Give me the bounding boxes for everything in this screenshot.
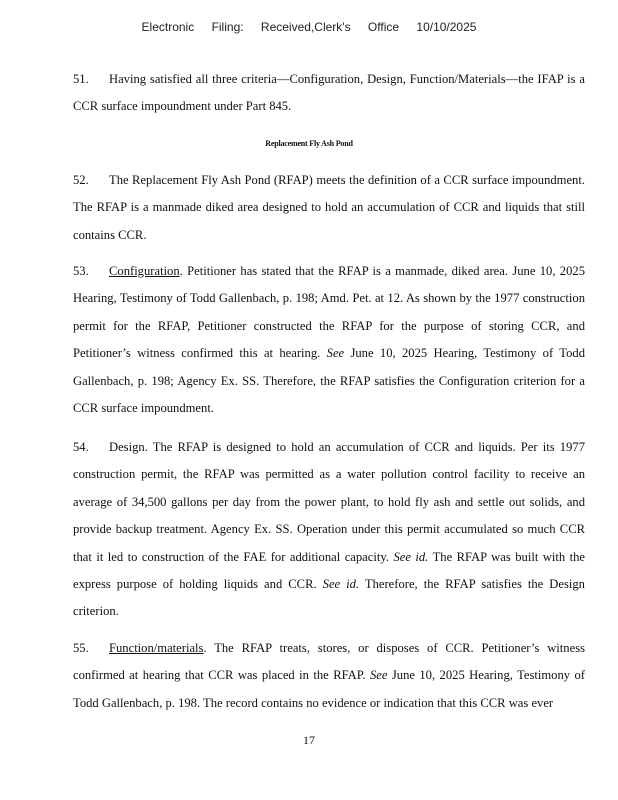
header-electronic: Electronic xyxy=(141,20,195,34)
paragraph-text: . The RFAP is designed to hold an accumulation of CCR and liquids. Per its 1977 construction permit, the RFAP was permitted as a water pollution control facility to receive an average of 34,500 gallons per day from the power plant, to hold fly ash and settle out solids, and provide backup treatment. Agency Ex. SS. Operation under this permit accumulated so much CCR that it led to construction of the FAE for additional capacity. xyxy=(73,440,585,564)
paragraph-54 xyxy=(73,434,585,626)
criteria-list: Configuration, Design, Function/Materials— xyxy=(289,72,519,86)
page-number: 17 xyxy=(303,733,315,747)
paragraph-number: 52. xyxy=(73,173,89,187)
paragraph-number: 53. xyxy=(73,264,89,278)
header-office: Office xyxy=(367,20,400,34)
paragraph-55 xyxy=(73,635,585,717)
paragraph-text: The RFAP was built with the express purpose of holding liquids and CCR. xyxy=(73,549,586,592)
header-date: 10/10/2025 xyxy=(416,20,477,34)
paragraph-heading: Function/materials xyxy=(109,641,204,655)
paragraph-text: Therefore, the RFAP satisfies the Design criterion. xyxy=(73,577,585,619)
paragraph-text: Having satisfied all three criteria— xyxy=(109,72,290,86)
paragraph-text: June 10, 2025 Hearing, Testimony of Todd Gallenbach, p. 198. The record contains no evidence or indication that this CCR was ever xyxy=(73,668,585,710)
paragraph-number: 55. xyxy=(73,641,89,655)
paragraph-text: . Petitioner has stated that the RFAP is a manmade, diked area. June 10, 2025 Hearing, Testimony of Todd Gallenbach, p. 198; Amd. Pet. at 12. As shown by the 1977 construction permit for the RFAP, Petitioner constructed the RFAP for the purpose of storing CCR, and Petitioner’s witness confirmed this at hearing. xyxy=(73,264,585,361)
citation-signal: See xyxy=(326,346,345,361)
citation-signal: See id. xyxy=(393,549,429,564)
paragraph-heading: Configuration xyxy=(109,264,180,278)
section-heading: Replacement Fly Ash Pond xyxy=(265,139,353,148)
citation-signal: See xyxy=(369,668,388,683)
paragraph-52 xyxy=(73,167,585,249)
paragraph-text: The Replacement Fly Ash Pond (RFAP) meets the definition of a CCR surface impoundment. The RFAP is a manmade diked area designed to hold an accumulation of CCR and liquids that still contains CCR. xyxy=(73,173,585,242)
paragraph-text: June 10, 2025 Hearing, Testimony of Todd Gallenbach, p. 198; Agency Ex. SS. Therefore, the RFAP satisfies the Configuration criterion for a CCR surface impoundment. xyxy=(73,346,585,416)
paragraph-text: the IFAP is a CCR surface impoundment under Part 845. xyxy=(73,72,586,114)
header-filing: Filing: xyxy=(211,20,244,34)
paragraph-number: 54. xyxy=(73,440,89,454)
filing-header xyxy=(0,20,618,34)
paragraph-53 xyxy=(73,258,585,422)
citation-signal: See id. xyxy=(322,577,360,592)
paragraph-51 xyxy=(73,66,585,121)
paragraph-number: 51. xyxy=(73,72,89,86)
paragraph-heading: Design xyxy=(109,440,145,454)
header-received: Received,Clerk's xyxy=(260,20,351,34)
paragraph-text: . The RFAP treats, stores, or disposes of CCR. Petitioner’s witness confirmed at hearing that CCR was placed in the RFAP. xyxy=(73,641,585,683)
